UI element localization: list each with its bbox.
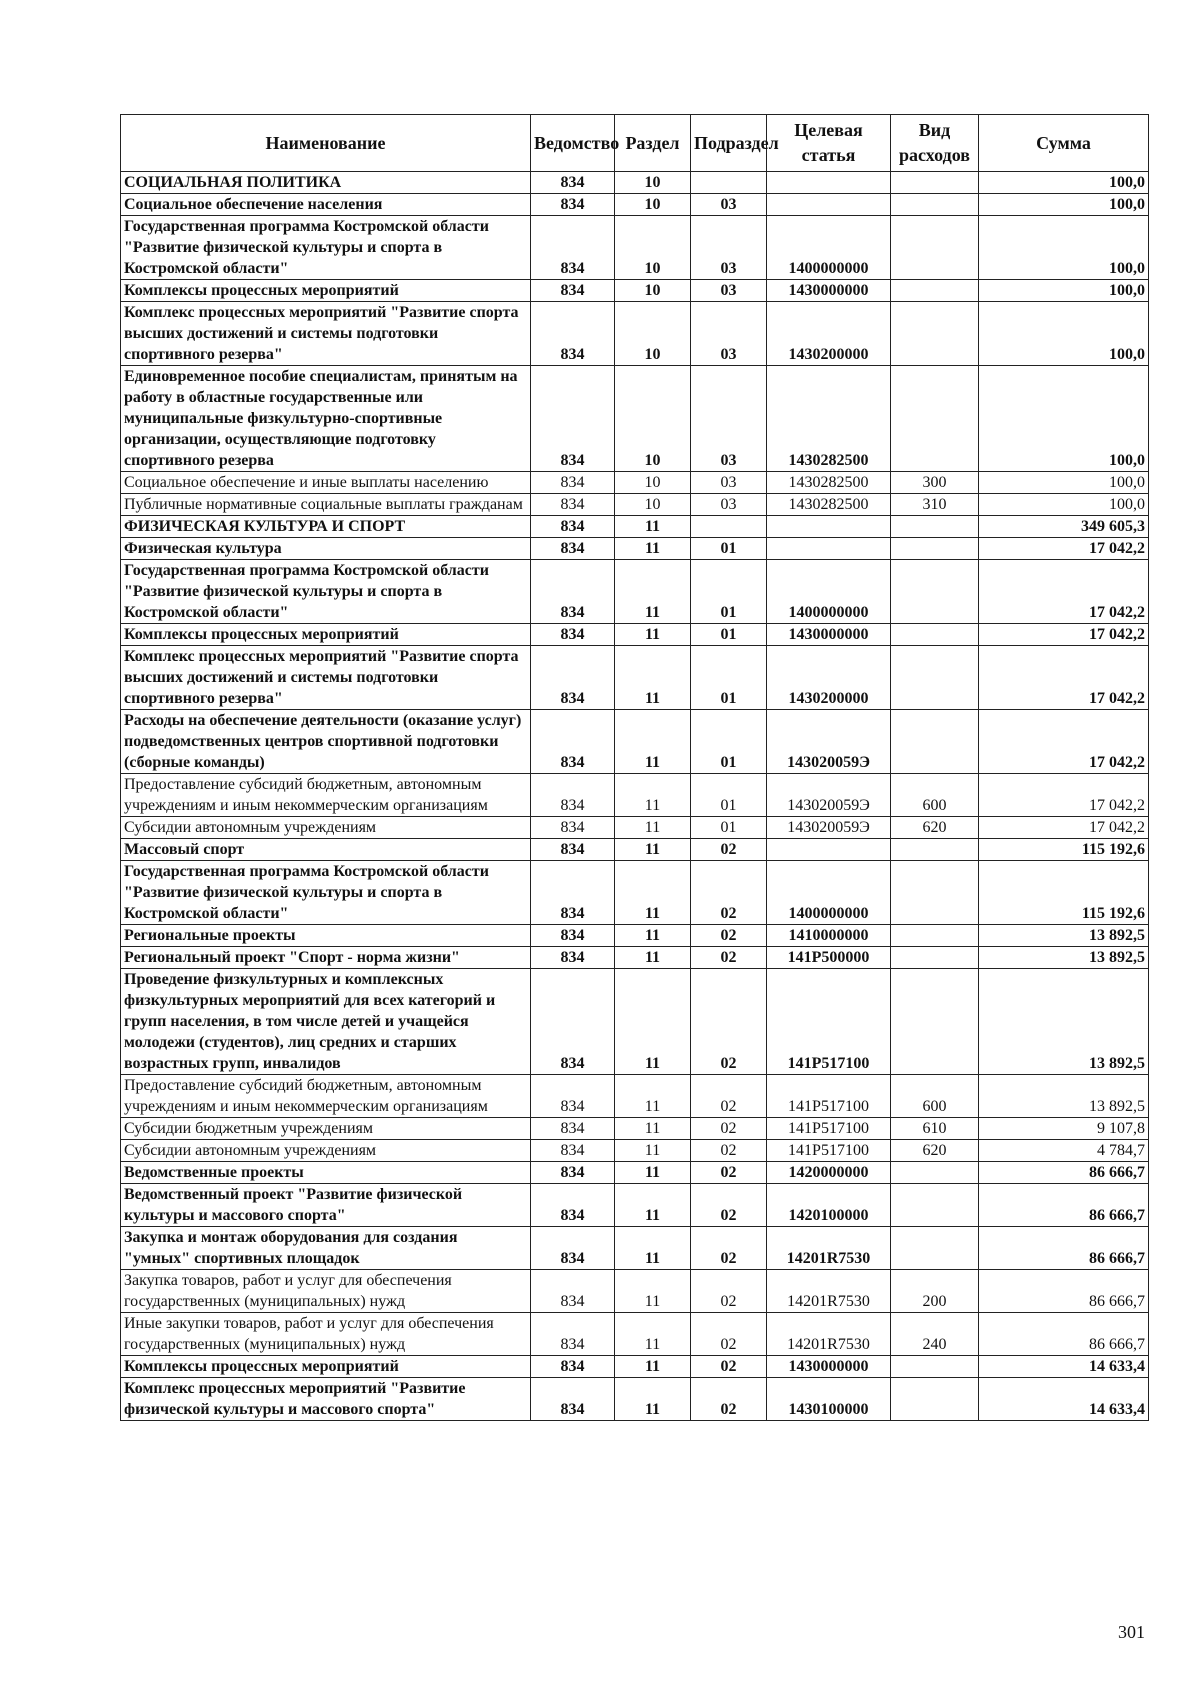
cell-dept: 834 [531,302,615,366]
cell-subsection: 03 [691,194,767,216]
cell-dept: 834 [531,774,615,817]
table-row [121,925,1149,947]
cell-section: 10 [615,172,691,194]
cell-subsection: 01 [691,710,767,774]
cell-sum: 100,0 [979,216,1149,280]
cell-section: 11 [615,1162,691,1184]
cell-target: 1400000000 [767,861,891,925]
cell-target: 14201R7530 [767,1313,891,1356]
cell-name: Субсидии автономным учреждениям [121,817,531,839]
cell-type [891,538,979,560]
cell-type: 610 [891,1118,979,1140]
cell-dept: 834 [531,1118,615,1140]
cell-name: Ведомственный проект "Развитие физической культуры и массового спорта" [121,1184,531,1227]
cell-sum: 100,0 [979,172,1149,194]
table-row [121,1270,1149,1313]
cell-dept: 834 [531,1227,615,1270]
cell-section: 11 [615,1118,691,1140]
cell-section: 10 [615,494,691,516]
cell-type [891,710,979,774]
cell-subsection: 02 [691,861,767,925]
cell-sum: 17 042,2 [979,774,1149,817]
cell-dept: 834 [531,1356,615,1378]
cell-dept: 834 [531,710,615,774]
cell-sum: 14 633,4 [979,1378,1149,1421]
cell-section: 11 [615,925,691,947]
table-row [121,516,1149,538]
cell-sum: 17 042,2 [979,624,1149,646]
cell-section: 11 [615,710,691,774]
cell-type: 620 [891,1140,979,1162]
cell-dept: 834 [531,560,615,624]
cell-dept: 834 [531,861,615,925]
cell-subsection: 02 [691,925,767,947]
cell-target: 1430000000 [767,280,891,302]
cell-name: СОЦИАЛЬНАЯ ПОЛИТИКА [121,172,531,194]
table-row [121,969,1149,1075]
cell-subsection: 03 [691,302,767,366]
cell-target: 1430000000 [767,624,891,646]
cell-section: 11 [615,538,691,560]
cell-target: 14201R7530 [767,1270,891,1313]
cell-type [891,1162,979,1184]
cell-sum: 9 107,8 [979,1118,1149,1140]
cell-name: Государственная программа Костромской области "Развитие физической культуры и спорта в Костромской области" [121,861,531,925]
table-row [121,280,1149,302]
cell-target: 1430200000 [767,646,891,710]
cell-target: 141P517100 [767,1140,891,1162]
cell-sum: 100,0 [979,366,1149,472]
cell-dept: 834 [531,925,615,947]
cell-section: 10 [615,472,691,494]
table-row [121,710,1149,774]
table-row [121,172,1149,194]
header-type: Вид расходов [891,115,979,172]
cell-type [891,861,979,925]
cell-name: Предоставление субсидий бюджетным, автономным учреждениям и иным некоммерческим организациям [121,774,531,817]
cell-subsection: 01 [691,817,767,839]
cell-section: 11 [615,1184,691,1227]
cell-section: 11 [615,861,691,925]
cell-section: 11 [615,1356,691,1378]
cell-name: Региональные проекты [121,925,531,947]
table-row [121,194,1149,216]
cell-subsection: 02 [691,1140,767,1162]
cell-target: 1430282500 [767,472,891,494]
cell-dept: 834 [531,969,615,1075]
cell-dept: 834 [531,172,615,194]
cell-target: 1410000000 [767,925,891,947]
cell-type [891,366,979,472]
cell-sum: 100,0 [979,280,1149,302]
cell-subsection: 02 [691,969,767,1075]
cell-type: 300 [891,472,979,494]
cell-type [891,925,979,947]
cell-name: Закупка товаров, работ и услуг для обеспечения государственных (муниципальных) нужд [121,1270,531,1313]
cell-dept: 834 [531,366,615,472]
cell-type [891,194,979,216]
cell-dept: 834 [531,646,615,710]
cell-sum: 4 784,7 [979,1140,1149,1162]
cell-type [891,1227,979,1270]
table-row [121,947,1149,969]
cell-name: Проведение физкультурных и комплексных физкультурных мероприятий для всех категорий и групп населения, в том числе детей и учащейся молодежи (студентов), лиц средних и старших возрастных групп, инвалидов [121,969,531,1075]
cell-target [767,538,891,560]
cell-type: 620 [891,817,979,839]
header-row [121,115,1149,172]
cell-subsection: 01 [691,646,767,710]
cell-dept: 834 [531,817,615,839]
cell-dept: 834 [531,216,615,280]
cell-name: Предоставление субсидий бюджетным, автономным учреждениям и иным некоммерческим организациям [121,1075,531,1118]
table-row [121,774,1149,817]
cell-target: 141P517100 [767,969,891,1075]
cell-name: Массовый спорт [121,839,531,861]
header-name: Наименование [121,115,531,172]
cell-target: 143020059Э [767,774,891,817]
cell-section: 11 [615,969,691,1075]
table-row [121,1378,1149,1421]
cell-subsection: 02 [691,1378,767,1421]
cell-subsection: 03 [691,472,767,494]
cell-subsection: 01 [691,624,767,646]
cell-target [767,839,891,861]
cell-dept: 834 [531,494,615,516]
cell-section: 11 [615,1075,691,1118]
cell-type: 600 [891,1075,979,1118]
cell-sum: 86 666,7 [979,1184,1149,1227]
cell-name: Государственная программа Костромской области "Развитие физической культуры и спорта в Костромской области" [121,216,531,280]
cell-dept: 834 [531,280,615,302]
cell-target: 1430282500 [767,494,891,516]
cell-type [891,947,979,969]
cell-section: 11 [615,1270,691,1313]
cell-type [891,646,979,710]
cell-sum: 17 042,2 [979,646,1149,710]
table-row [121,1162,1149,1184]
cell-sum: 13 892,5 [979,925,1149,947]
cell-sum: 17 042,2 [979,560,1149,624]
table-body [121,172,1149,1421]
cell-dept: 834 [531,1184,615,1227]
table-row [121,1356,1149,1378]
cell-subsection: 02 [691,1118,767,1140]
cell-target: 1420000000 [767,1162,891,1184]
cell-dept: 834 [531,516,615,538]
cell-sum: 13 892,5 [979,1075,1149,1118]
cell-target: 141P517100 [767,1118,891,1140]
budget-sheet [120,114,1148,1421]
cell-sum: 13 892,5 [979,969,1149,1075]
cell-name: Комплексы процессных мероприятий [121,280,531,302]
cell-sum: 14 633,4 [979,1356,1149,1378]
table-row [121,1313,1149,1356]
cell-type [891,1378,979,1421]
cell-section: 10 [615,302,691,366]
cell-name: Комплекс процессных мероприятий "Развитие спорта высших достижений и системы подготовки спортивного резерва" [121,302,531,366]
table-row [121,624,1149,646]
cell-sum: 86 666,7 [979,1270,1149,1313]
cell-dept: 834 [531,472,615,494]
cell-name: Региональный проект "Спорт - норма жизни" [121,947,531,969]
cell-name: Субсидии автономным учреждениям [121,1140,531,1162]
cell-section: 11 [615,560,691,624]
cell-target: 1430000000 [767,1356,891,1378]
cell-type: 240 [891,1313,979,1356]
cell-name: Комплексы процессных мероприятий [121,1356,531,1378]
cell-dept: 834 [531,194,615,216]
cell-target: 143020059Э [767,817,891,839]
cell-subsection [691,172,767,194]
cell-subsection: 02 [691,1313,767,1356]
cell-target [767,172,891,194]
cell-type: 600 [891,774,979,817]
cell-sum: 349 605,3 [979,516,1149,538]
cell-name: Комплекс процессных мероприятий "Развитие физической культуры и массового спорта" [121,1378,531,1421]
cell-target: 141P500000 [767,947,891,969]
cell-dept: 834 [531,1162,615,1184]
page-number: 301 [1118,1622,1145,1642]
cell-subsection: 01 [691,538,767,560]
cell-subsection: 02 [691,1356,767,1378]
table-row [121,560,1149,624]
table-row [121,1140,1149,1162]
cell-subsection [691,516,767,538]
cell-target [767,194,891,216]
cell-dept: 834 [531,1140,615,1162]
cell-target: 141P517100 [767,1075,891,1118]
cell-dept: 834 [531,947,615,969]
cell-target [767,516,891,538]
table-row [121,861,1149,925]
cell-dept: 834 [531,1075,615,1118]
cell-dept: 834 [531,624,615,646]
cell-type [891,280,979,302]
cell-subsection: 02 [691,1075,767,1118]
budget-table [120,114,1149,1421]
cell-type [891,302,979,366]
cell-sum: 17 042,2 [979,817,1149,839]
table-row [121,1118,1149,1140]
cell-type: 310 [891,494,979,516]
cell-type [891,560,979,624]
cell-section: 11 [615,516,691,538]
cell-target: 14201R7530 [767,1227,891,1270]
cell-target: 1400000000 [767,560,891,624]
cell-sum: 100,0 [979,494,1149,516]
cell-name: Публичные нормативные социальные выплаты гражданам [121,494,531,516]
cell-subsection: 01 [691,560,767,624]
cell-name: Иные закупки товаров, работ и услуг для обеспечения государственных (муниципальных) нужд [121,1313,531,1356]
cell-type [891,172,979,194]
cell-sum: 115 192,6 [979,861,1149,925]
cell-type [891,839,979,861]
cell-subsection: 03 [691,366,767,472]
cell-dept: 834 [531,1378,615,1421]
table-row [121,839,1149,861]
table-row [121,1184,1149,1227]
cell-name: Комплексы процессных мероприятий [121,624,531,646]
cell-name: Закупка и монтаж оборудования для создания "умных" спортивных площадок [121,1227,531,1270]
table-row [121,646,1149,710]
cell-sum: 86 666,7 [979,1227,1149,1270]
cell-name: Социальное обеспечение населения [121,194,531,216]
cell-name: Расходы на обеспечение деятельности (оказание услуг) подведомственных центров спортивной подготовки (сборные команды) [121,710,531,774]
header-dept: Ведомство [531,115,615,172]
table-row [121,216,1149,280]
cell-sum: 115 192,6 [979,839,1149,861]
table-row [121,302,1149,366]
cell-type [891,516,979,538]
cell-dept: 834 [531,839,615,861]
cell-target: 1400000000 [767,216,891,280]
cell-type [891,1356,979,1378]
cell-section: 11 [615,839,691,861]
table-row [121,366,1149,472]
cell-sum: 100,0 [979,302,1149,366]
cell-section: 10 [615,194,691,216]
cell-sum: 17 042,2 [979,710,1149,774]
cell-sum: 13 892,5 [979,947,1149,969]
cell-name: Социальное обеспечение и иные выплаты населению [121,472,531,494]
cell-subsection: 03 [691,216,767,280]
header-section: Раздел [615,115,691,172]
cell-type [891,624,979,646]
cell-sum: 17 042,2 [979,538,1149,560]
table-row [121,494,1149,516]
header-subsection: Подраздел [691,115,767,172]
cell-section: 11 [615,947,691,969]
table-row [121,1227,1149,1270]
cell-target: 1430100000 [767,1378,891,1421]
cell-dept: 834 [531,538,615,560]
cell-dept: 834 [531,1270,615,1313]
cell-section: 10 [615,366,691,472]
cell-target: 143020059Э [767,710,891,774]
cell-target: 1430200000 [767,302,891,366]
cell-subsection: 02 [691,839,767,861]
cell-section: 10 [615,280,691,302]
cell-subsection: 03 [691,494,767,516]
cell-section: 11 [615,1227,691,1270]
table-row [121,817,1149,839]
header-sum: Сумма [979,115,1149,172]
cell-subsection: 02 [691,1184,767,1227]
cell-name: Субсидии бюджетным учреждениям [121,1118,531,1140]
table-row [121,1075,1149,1118]
cell-subsection: 02 [691,947,767,969]
cell-name: Ведомственные проекты [121,1162,531,1184]
cell-sum: 100,0 [979,194,1149,216]
cell-sum: 100,0 [979,472,1149,494]
cell-name: Комплекс процессных мероприятий "Развитие спорта высших достижений и системы подготовки спортивного резерва" [121,646,531,710]
table-row [121,472,1149,494]
cell-section: 11 [615,646,691,710]
cell-type [891,1184,979,1227]
cell-subsection: 03 [691,280,767,302]
cell-subsection: 01 [691,774,767,817]
cell-name: Единовременное пособие специалистам, принятым на работу в областные государственные или муниципальные физкультурно-спортивные организации, осуществляющие подготовку спортивного резерва [121,366,531,472]
cell-sum: 86 666,7 [979,1162,1149,1184]
cell-name: Физическая культура [121,538,531,560]
cell-section: 11 [615,1378,691,1421]
cell-type: 200 [891,1270,979,1313]
cell-section: 11 [615,624,691,646]
cell-type [891,216,979,280]
table-row [121,538,1149,560]
cell-dept: 834 [531,1313,615,1356]
cell-section: 11 [615,817,691,839]
header-target: Целевая статья [767,115,891,172]
cell-name: Государственная программа Костромской области "Развитие физической культуры и спорта в Костромской области" [121,560,531,624]
cell-target: 1420100000 [767,1184,891,1227]
cell-subsection: 02 [691,1162,767,1184]
cell-section: 11 [615,1313,691,1356]
cell-name: ФИЗИЧЕСКАЯ КУЛЬТУРА И СПОРТ [121,516,531,538]
cell-section: 10 [615,216,691,280]
cell-sum: 86 666,7 [979,1313,1149,1356]
cell-section: 11 [615,774,691,817]
cell-target: 1430282500 [767,366,891,472]
cell-subsection: 02 [691,1227,767,1270]
cell-section: 11 [615,1140,691,1162]
cell-subsection: 02 [691,1270,767,1313]
cell-type [891,969,979,1075]
